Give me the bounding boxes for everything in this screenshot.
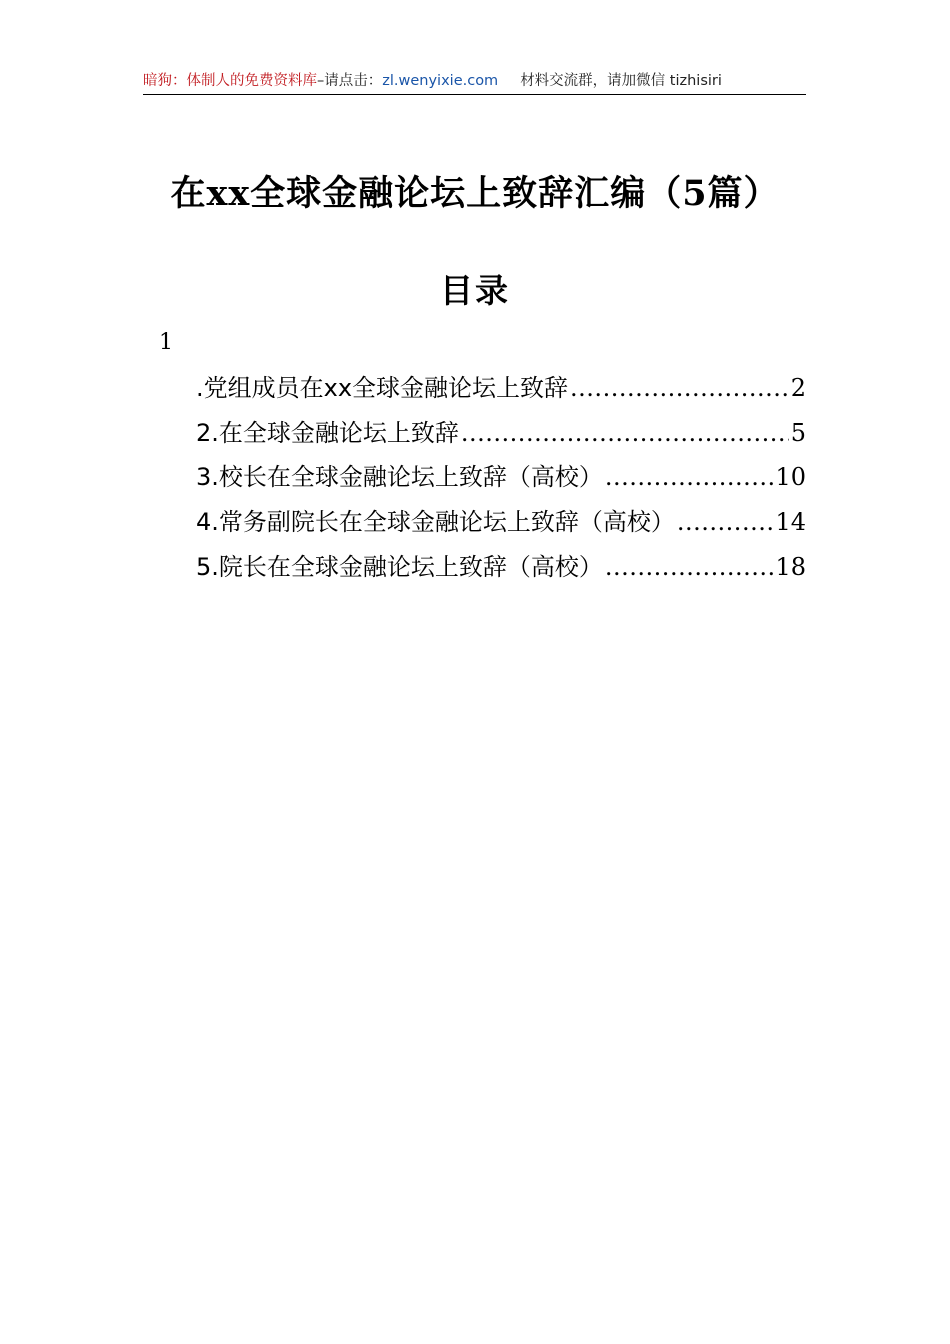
toc-entry-label: 4.常务副院长在全球金融论坛上致辞（高校） [196, 508, 675, 537]
toc-entry[interactable] [196, 457, 806, 502]
toc-entry-page: 5 [790, 418, 806, 447]
toc-leader [605, 547, 774, 587]
header-brand: 暗狗：体制人的免费资料库 [143, 73, 317, 89]
toc-entry[interactable] [196, 368, 806, 413]
document-title: 在xx全球金融论坛上致辞汇编（5篇） [170, 173, 780, 214]
toc-leader [570, 368, 789, 408]
toc-entry-page: 2 [790, 374, 806, 402]
toc-entry-label: .党组成员在xx全球金融论坛上致辞 [196, 374, 569, 402]
list-number: 1 [159, 330, 173, 355]
toc-entry-page: 10 [775, 463, 806, 492]
page-header [143, 70, 806, 95]
toc-entry[interactable] [196, 547, 806, 592]
toc-leader [605, 457, 774, 497]
toc-entry-label: 5.院长在全球金融论坛上致辞（高校） [196, 552, 603, 581]
header-contact: 材料交流群，请加微信 tizhisiri [520, 73, 722, 89]
header-prompt: –请点击： [317, 73, 383, 89]
toc-heading: 目录 [440, 271, 510, 310]
toc-entry-page: 18 [775, 552, 806, 581]
toc-entry-page: 14 [775, 508, 806, 537]
toc-leader [677, 502, 774, 542]
header-link[interactable]: zl.wenyixie.com [382, 73, 499, 89]
toc-leader [461, 413, 789, 453]
toc-entry-label: 2.在全球金融论坛上致辞 [196, 418, 459, 447]
table-of-contents [196, 368, 806, 591]
toc-entry[interactable] [196, 413, 806, 458]
toc-entry[interactable] [196, 502, 806, 547]
toc-entry-label: 3.校长在全球金融论坛上致辞（高校） [196, 463, 603, 492]
